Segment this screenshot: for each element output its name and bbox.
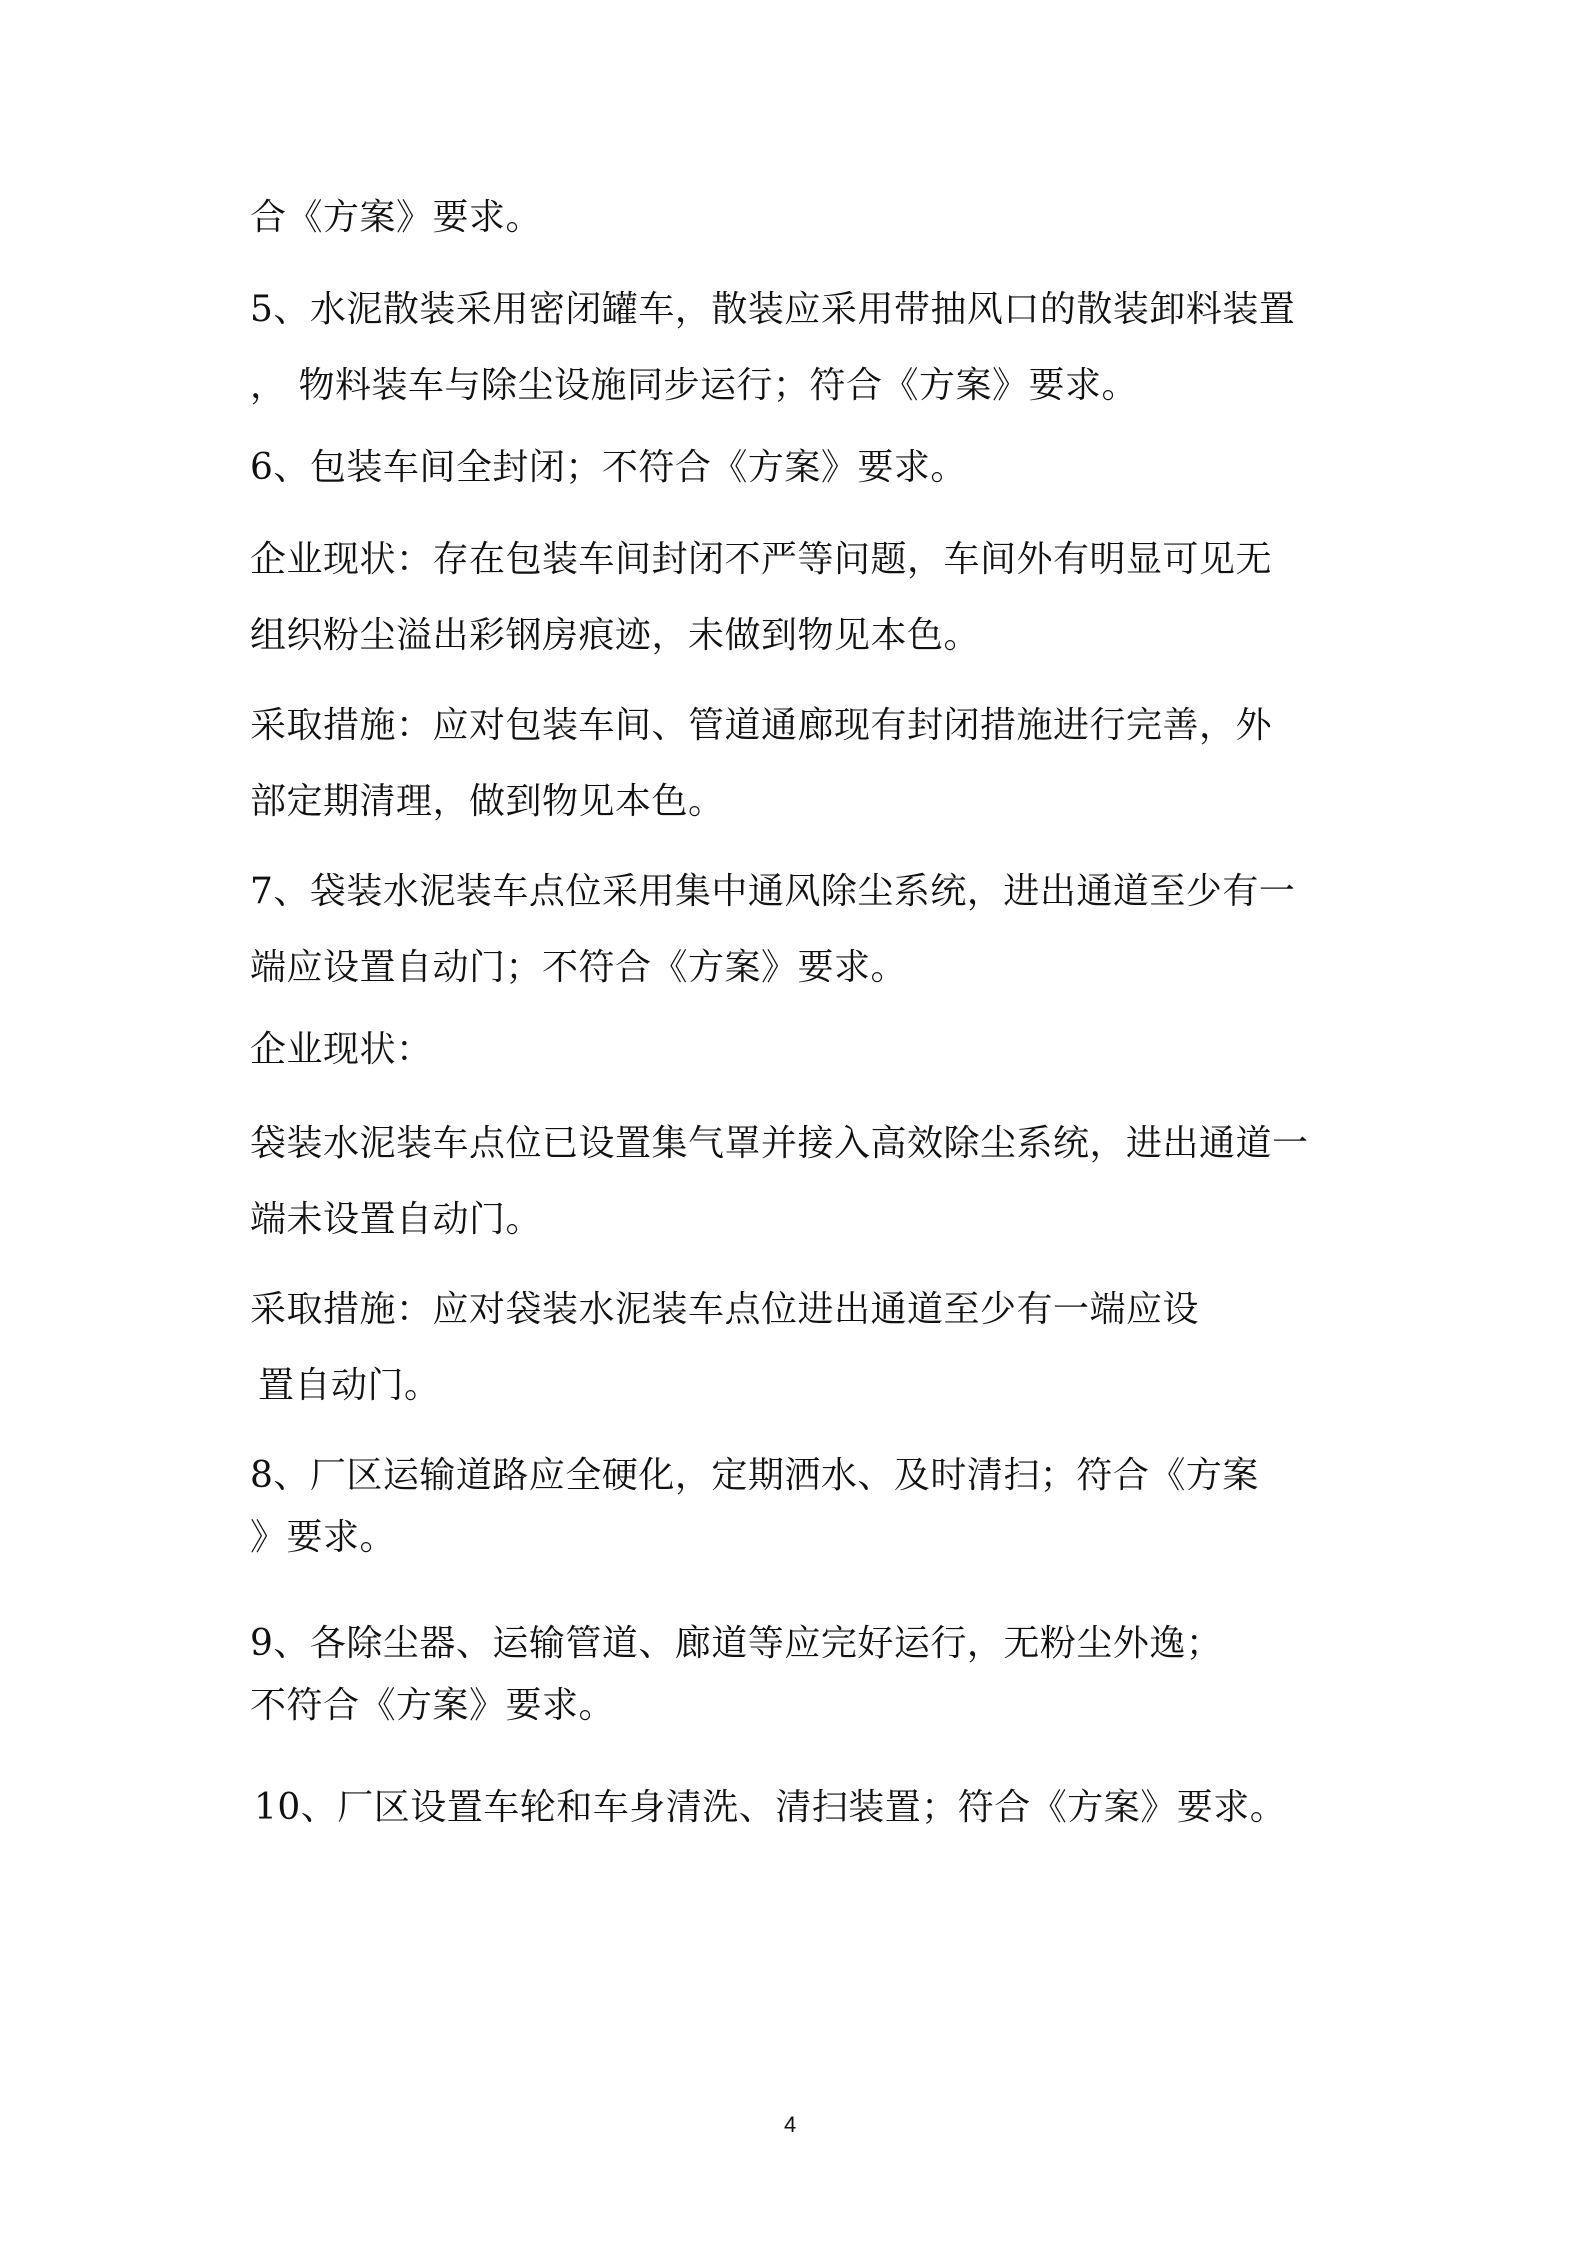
text-line: 置自动门。 bbox=[258, 1365, 441, 1406]
text-line: 端应设置自动门；不符合《方案》要求。 bbox=[250, 947, 908, 988]
text-line: 》要求。 bbox=[250, 1517, 397, 1558]
text-line: 部定期清理，做到物见本色。 bbox=[250, 781, 725, 822]
text-line: 合《方案》要求。 bbox=[250, 197, 543, 238]
text-line: 9、各除尘器、运输管道、廊道等应完好运行，无粉尘外逸； bbox=[250, 1623, 1223, 1664]
text-line: 7、袋装水泥装车点位采用集中通风除尘系统，进出通道至少有一 bbox=[250, 871, 1296, 912]
text-line: 6、包装车间全封闭；不符合《方案》要求。 bbox=[250, 447, 967, 488]
page-number: 4 bbox=[784, 2112, 797, 2137]
text-line: 组织粉尘溢出彩钢房痕迹，未做到物见本色。 bbox=[250, 615, 981, 656]
text-line: 采取措施：应对包装车间、管道通廊现有封闭措施进行完善，外 bbox=[250, 705, 1273, 746]
text-line: 8、厂区运输道路应全硬化，定期洒水、及时清扫；符合《方案 bbox=[250, 1455, 1259, 1496]
text-line: 采取措施：应对袋装水泥装车点位进出通道至少有一端应设 bbox=[250, 1289, 1200, 1330]
text-line: ， 物料装车与除尘设施同步运行；符合《方案》要求。 bbox=[250, 365, 1138, 406]
text-line: 10、厂区设置车轮和车身清洗、清扫装置；符合《方案》要求。 bbox=[254, 1787, 1287, 1828]
text-line: 5、水泥散装采用密闭罐车，散装应采用带抽风口的散装卸料装置 bbox=[250, 289, 1296, 330]
text-line: 袋装水泥装车点位已设置集气罩并接入高效除尘系统，进出通道一 bbox=[250, 1123, 1309, 1164]
text-line: 企业现状：存在包装车间封闭不严等问题，车间外有明显可见无 bbox=[250, 539, 1273, 580]
text-line: 不符合《方案》要求。 bbox=[250, 1685, 616, 1726]
text-line: 企业现状： bbox=[250, 1029, 433, 1070]
text-line: 端未设置自动门。 bbox=[250, 1199, 543, 1240]
